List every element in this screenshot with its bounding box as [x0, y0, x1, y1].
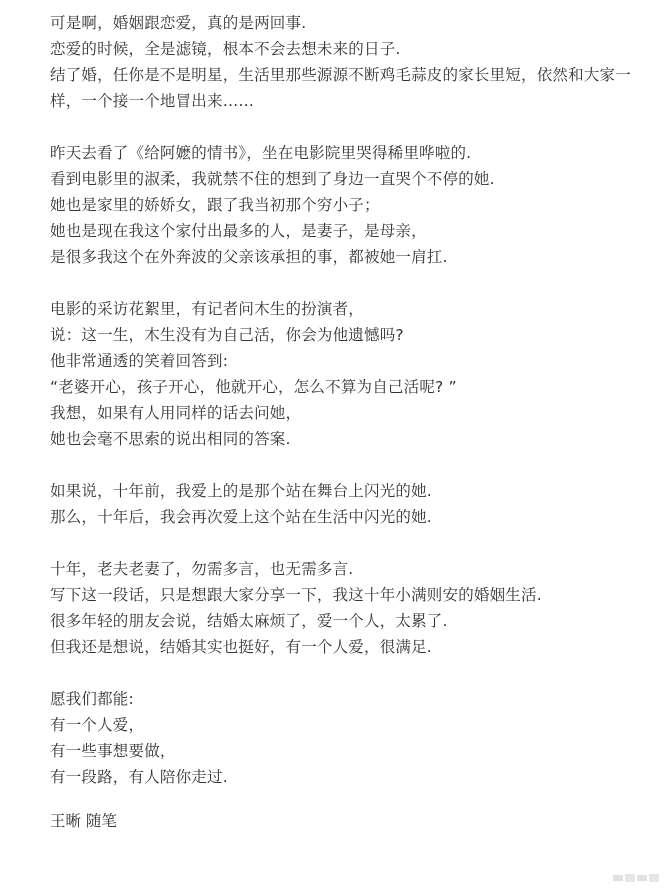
text-line: 她也是家里的娇娇女，跟了我当初那个穷小子； — [50, 196, 380, 214]
text-line: 愿我们都能: — [50, 690, 134, 708]
text-line: 我想，如果有人用同样的话去问她， — [50, 404, 302, 422]
text-line: 有一个人爱， — [50, 716, 145, 734]
watermark-logo — [613, 872, 659, 884]
article-body — [50, 10, 660, 834]
paragraph-3 — [50, 296, 660, 452]
text-line: 结了婚，任你是不是明星，生活里那些源源不断鸡毛蒜皮的家长里短，依然和大家一样，一个接一个地冒出来…… — [50, 66, 631, 110]
text-line: 恋爱的时候，全是滤镜，根本不会去想未来的日子. — [50, 40, 401, 58]
text-line: 如果说，十年前，我爱上的是那个站在舞台上闪光的她. — [50, 482, 432, 500]
text-line: 他非常通透的笑着回答到: — [50, 352, 229, 370]
text-line: 看到电影里的淑柔，我就禁不住的想到了身边一直哭个不停的她. — [50, 170, 495, 188]
text-line: 有一些事想要做， — [50, 742, 176, 760]
text-line: “老婆开心，孩子开心，他就开心，怎么不算为自己活呢? ” — [50, 378, 457, 396]
paragraph-6 — [50, 686, 660, 790]
text-line: 有一段路，有人陪你走过. — [50, 768, 228, 786]
text-line: 电影的采访花絮里，有记者问木生的扮演者， — [50, 300, 365, 318]
text-line: 昨天去看了《给阿嬷的情书》，坐在电影院里哭得稀里哗啦的. — [50, 144, 472, 162]
text-line: 她也会毫不思索的说出相同的答案. — [50, 430, 291, 448]
text-line: 但我还是想说，结婚其实也挺好，有一个人爱，很满足. — [50, 638, 432, 656]
paragraph-5 — [50, 556, 660, 660]
text-line: 说：这一生，木生没有为自己活，你会为他遗憾吗? — [50, 326, 404, 344]
author-signature: 王晰 随笔 — [50, 812, 117, 830]
text-line: 是很多我这个在外奔波的父亲该承担的事，都被她一肩扛. — [50, 248, 448, 266]
paragraph-4 — [50, 478, 660, 530]
text-line: 她也是现在我这个家付出最多的人，是妻子，是母亲， — [50, 222, 427, 240]
paragraph-2 — [50, 140, 660, 270]
text-line: 很多年轻的朋友会说，结婚太麻烦了，爱一个人，太累了. — [50, 612, 448, 630]
text-line: 写下这一段话，只是想跟大家分享一下，我这十年小满则安的婚姻生活. — [50, 586, 542, 604]
paragraph-1 — [50, 10, 660, 114]
text-line: 那么，十年后，我会再次爱上这个站在生活中闪光的她. — [50, 508, 432, 526]
text-line: 可是啊，婚姻跟恋爱，真的是两回事. — [50, 14, 307, 32]
text-line: 十年，老夫老妻了，勿需多言，也无需多言. — [50, 560, 354, 578]
